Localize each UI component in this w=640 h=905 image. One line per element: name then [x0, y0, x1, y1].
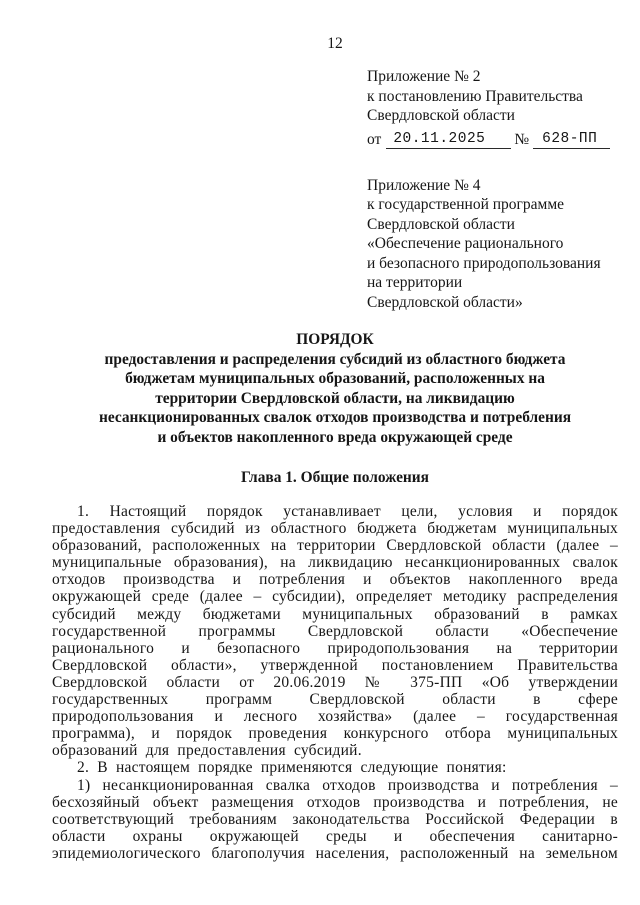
appendix-program-line-5: и безопасного природопользования [367, 254, 601, 272]
date-prefix-label: от [367, 130, 382, 148]
resolution-number-value: 628-ПП [542, 130, 598, 147]
appendix-resolution-line-3: Свердловской области [367, 107, 515, 124]
date-underline-field [386, 129, 511, 149]
appendix-program-line-1: Приложение № 4 [367, 176, 481, 194]
document-title-block [52, 330, 618, 447]
paragraph-3: 1) несанкционированная свалка отходов производства и потребления – бесхозяйный объект размещения отходов производства и потребления, не соответствующий требованиям законодательства Российской Федерации в области охраны окружающей среды и обеспечения санитарно-эпидемиологического благополучия населения, расположенный на земельном [52, 776, 618, 862]
appendix-program-line-7: Свердловской области» [367, 293, 523, 311]
appendix-resolution-block [367, 67, 610, 149]
paragraph-2: 2. В настоящем порядке применяются следующие понятия: [77, 759, 507, 777]
appendix-program-line-2: к государственной программе [367, 196, 565, 213]
number-prefix-label: № [514, 130, 530, 148]
resolution-date-value: 20.11.2025 [393, 130, 486, 147]
appendix-program-line-3: Свердловской области [367, 215, 515, 233]
appendix-program-line-6: на территории [367, 274, 463, 291]
appendix-resolution-line-2: к постановлению Правительства [367, 87, 583, 105]
number-underline-field [533, 129, 610, 149]
document-title-heading: ПОРЯДОК [296, 331, 374, 348]
resolution-date-number-row [367, 129, 610, 149]
appendix-program-block [367, 176, 610, 313]
page-content [52, 0, 618, 862]
paragraph-1: 1. Настоящий порядок устанавливает цели, условия и порядок предоставления субсидий из областного бюджета бюджетам муниципальных образований, расположенных на территории Свердловской области (далее – муниципальные образования), на ликвидацию несанкционированных свалок отходов производства и потребления и объектов накопленного вреда окружающей среде (далее – субсидии), определяет методику распределения субсидий между бюджетами муниципальных образований в рамках государственной программы Свердловской области «Обеспечение рационального и безопасного природопользования на территории Свердловской области», утвержденной постановлением Правительства Свердловской области от 20.06.2019 № 375-ПП «Об утверждении государственных программ Свердловской области в сфере природопользования и лесного хозяйства» (далее – государственная программа), и порядок проведения конкурсного отбора муниципальных образований для предоставления субсидий. [52, 503, 618, 760]
document-title-subtitle: предоставления и распределения субсидий из областного бюджета бюджетам муниципальных образований, расположенных на территории Свердловской области, на ликвидацию несанкционированных свалок отходов производства и потребления и объектов накопленного вреда окружающей среде [98, 350, 572, 446]
body-text [52, 503, 618, 862]
page-number: 12 [327, 35, 343, 52]
appendix-program-line-4: «Обеспечение рационального [367, 235, 564, 252]
appendix-resolution-line-1: Приложение № 2 [367, 68, 481, 85]
chapter-heading: Глава 1. Общие положения [241, 469, 429, 486]
